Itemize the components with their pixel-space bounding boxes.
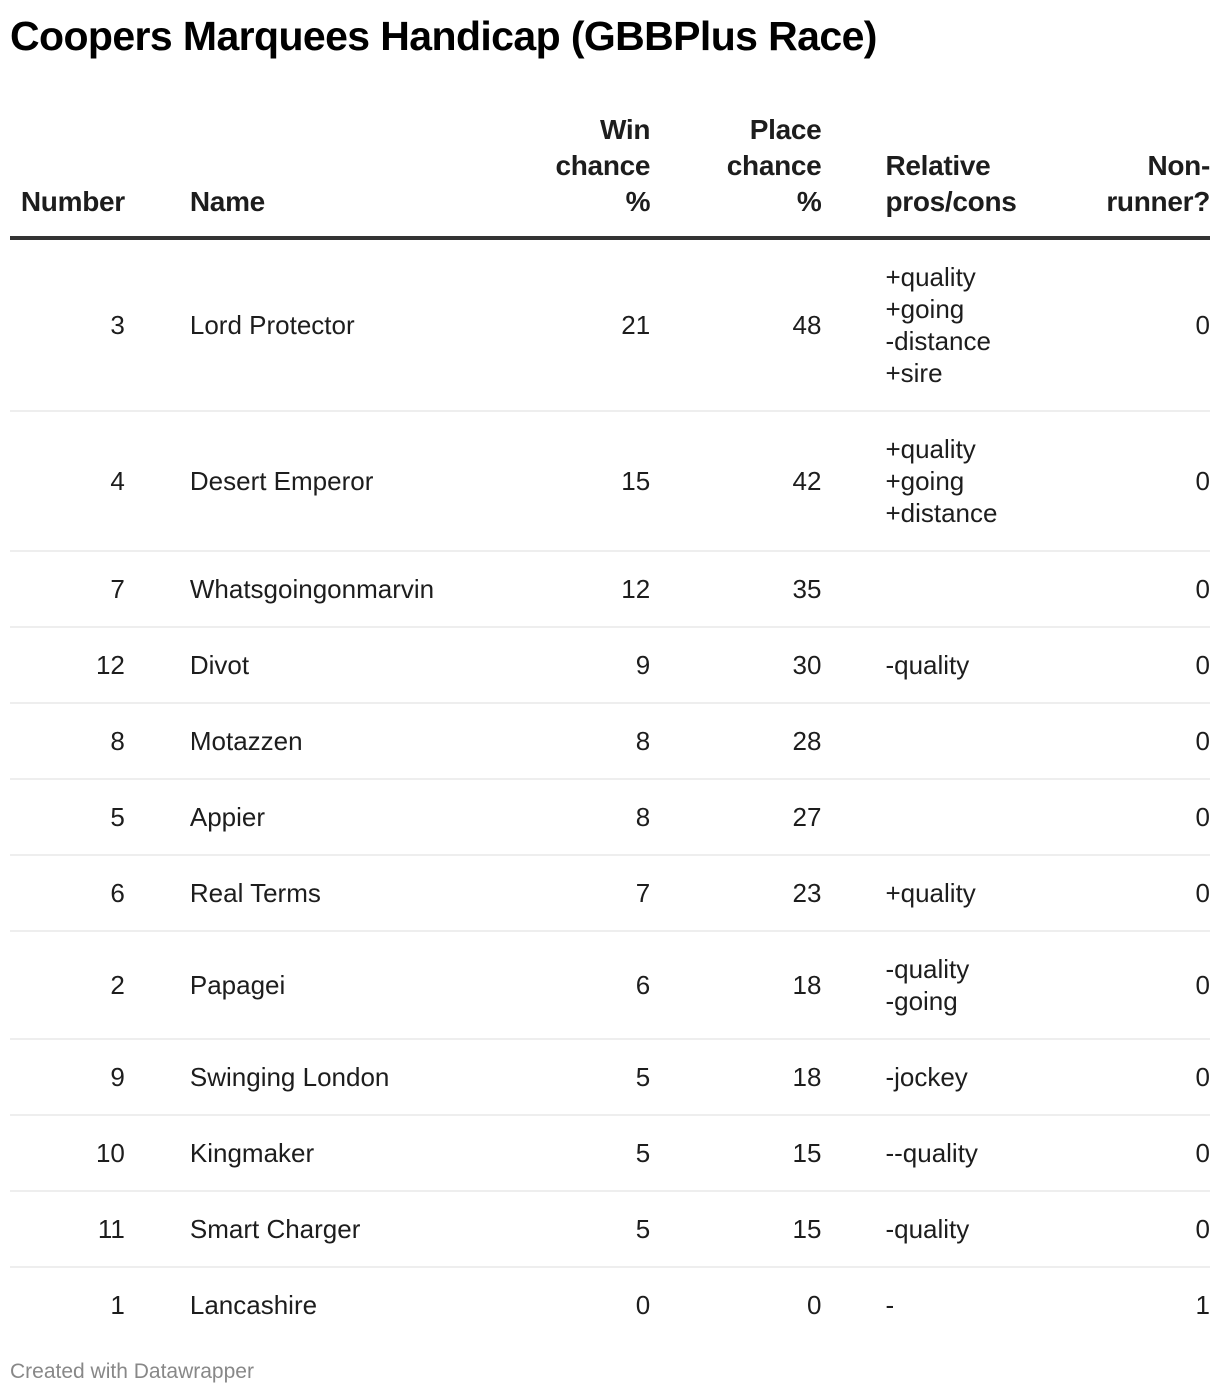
table-row [10,1039,1210,1115]
header-label-line: % [625,186,651,217]
cell-place-chance: 42 [650,411,821,551]
pros-cons-item: +going [885,294,965,324]
header-number[interactable] [10,112,125,238]
cell-pros-cons [821,1039,1076,1115]
cell-number: 8 [10,703,125,779]
header-row [10,112,1210,238]
pros-cons-item: --quality [885,1138,978,1168]
cell-place-chance: 30 [650,627,821,703]
cell-non-runner: 0 [1076,551,1210,627]
cell-name: Lancashire [189,1290,318,1320]
header-name[interactable] [125,112,527,238]
header-label-line: Name [189,186,265,217]
cell-non-runner: 0 [1076,627,1210,703]
cell-pros-cons [821,931,1076,1039]
cell-pros-cons [821,703,1076,779]
cell-non-runner: 0 [1076,931,1210,1039]
cell-non-runner: 0 [1076,855,1210,931]
cell-win-chance: 15 [527,411,650,551]
table-row [10,1267,1210,1342]
cell-place-chance: 27 [650,779,821,855]
cell-pros-cons [821,627,1076,703]
header-label-line: % [796,186,822,217]
cell-non-runner: 0 [1076,779,1210,855]
cell-name: Kingmaker [125,1115,527,1191]
table-row [10,551,1210,627]
cell-win-chance: 8 [527,703,650,779]
cell-pros-cons [821,1267,1076,1342]
cell-place-chance: 18 [650,931,821,1039]
cell-name: Papagei [125,931,527,1039]
pros-cons-item: -quality [885,954,970,984]
header-label-line: Relative [885,150,991,181]
cell-pros-cons [821,238,1076,411]
header-label-line: Non- [1147,150,1210,181]
cell-win-chance: 12 [527,551,650,627]
race-table [10,112,1210,1342]
table-body [10,238,1210,1342]
cell-number: 10 [10,1115,125,1191]
cell-pros-cons [821,551,1076,627]
cell-non-runner: 0 [1076,1115,1210,1191]
cell-win-chance: 9 [527,627,650,703]
cell-number: 7 [10,551,125,627]
cell-name: Swinging London [125,1039,527,1115]
cell-number: 3 [10,238,125,411]
cell-pros-cons [821,1191,1076,1267]
cell-number: 2 [10,931,125,1039]
cell-win-chance: 6 [527,931,650,1039]
cell-place-chance: 28 [650,703,821,779]
cell-name: Smart Charger [125,1191,527,1267]
cell-number: 4 [10,411,125,551]
cell-place-chance: 0 [806,1290,822,1320]
cell-non-runner: 1 [1195,1290,1210,1320]
table-row [10,1115,1210,1191]
cell-non-runner: 0 [1076,411,1210,551]
footer-credit: Created with Datawrapper [10,1360,254,1383]
cell-pros-cons [821,779,1076,855]
cell-win-chance: 21 [527,238,650,411]
table-row [10,779,1210,855]
cell-place-chance: 35 [650,551,821,627]
cell-win-chance: 7 [527,855,650,931]
table-row [10,1191,1210,1267]
pros-cons-item: -quality [885,1214,970,1244]
cell-pros-cons [821,855,1076,931]
header-label-line: pros/cons [885,186,1017,217]
header-label-line: chance [555,150,651,181]
cell-number: 1 [110,1290,125,1320]
cell-name: Appier [125,779,527,855]
header-label-line: Place [749,114,822,145]
cell-number: 6 [10,855,125,931]
cell-pros-cons [821,1115,1076,1191]
table-row [10,411,1210,551]
cell-non-runner: 0 [1076,1191,1210,1267]
cell-place-chance: 23 [650,855,821,931]
cell-win-chance: 5 [527,1039,650,1115]
cell-win-chance: 5 [527,1191,650,1267]
header-place-chance[interactable] [650,112,821,238]
pros-cons-item: -quality [885,650,970,680]
pros-cons-item: +sire [885,358,943,388]
cell-win-chance: 5 [527,1115,650,1191]
cell-number: 11 [10,1191,125,1267]
pros-cons-item: -going [885,986,958,1016]
pros-cons-item: +going [885,466,965,496]
table-row [10,703,1210,779]
cell-number: 12 [10,627,125,703]
pros-cons-item: +quality [885,434,976,464]
cell-place-chance: 48 [650,238,821,411]
cell-non-runner: 0 [1076,238,1210,411]
cell-non-runner: 0 [1076,703,1210,779]
header-win-chance[interactable] [527,112,650,238]
cell-pros-cons [821,411,1076,551]
header-non-runner[interactable] [1076,112,1210,238]
cell-name: Desert Emperor [125,411,527,551]
header-label-line: runner? [1106,186,1210,217]
table-row [10,931,1210,1039]
cell-name: Motazzen [125,703,527,779]
header-label-line: Number [20,186,125,217]
cell-name: Whatsgoingonmarvin [125,551,527,627]
header-label-line: Win [600,114,651,145]
pros-cons-item: +quality [885,262,976,292]
cell-win-chance: 8 [527,779,650,855]
table-row [10,627,1210,703]
cell-name: Divot [125,627,527,703]
cell-place-chance: 15 [650,1191,821,1267]
header-label-line: chance [726,150,822,181]
cell-non-runner: 0 [1076,1039,1210,1115]
table-row [10,855,1210,931]
cell-name: Real Terms [125,855,527,931]
chart-title: Coopers Marquees Handicap (GBBPlus Race) [10,13,877,59]
cell-name: Lord Protector [125,238,527,411]
cell-win-chance: 0 [635,1290,651,1320]
pros-cons-item: +distance [885,498,998,528]
pros-cons-item: -jockey [885,1062,968,1092]
pros-cons-item: -distance [885,326,991,356]
cell-place-chance: 15 [650,1115,821,1191]
cell-number: 9 [10,1039,125,1115]
cell-place-chance: 18 [650,1039,821,1115]
header-pros-cons[interactable] [821,112,1076,238]
pros-cons-item: +quality [885,878,976,908]
pros-cons-item: - [885,1290,895,1320]
cell-number: 5 [10,779,125,855]
table-row [10,238,1210,411]
